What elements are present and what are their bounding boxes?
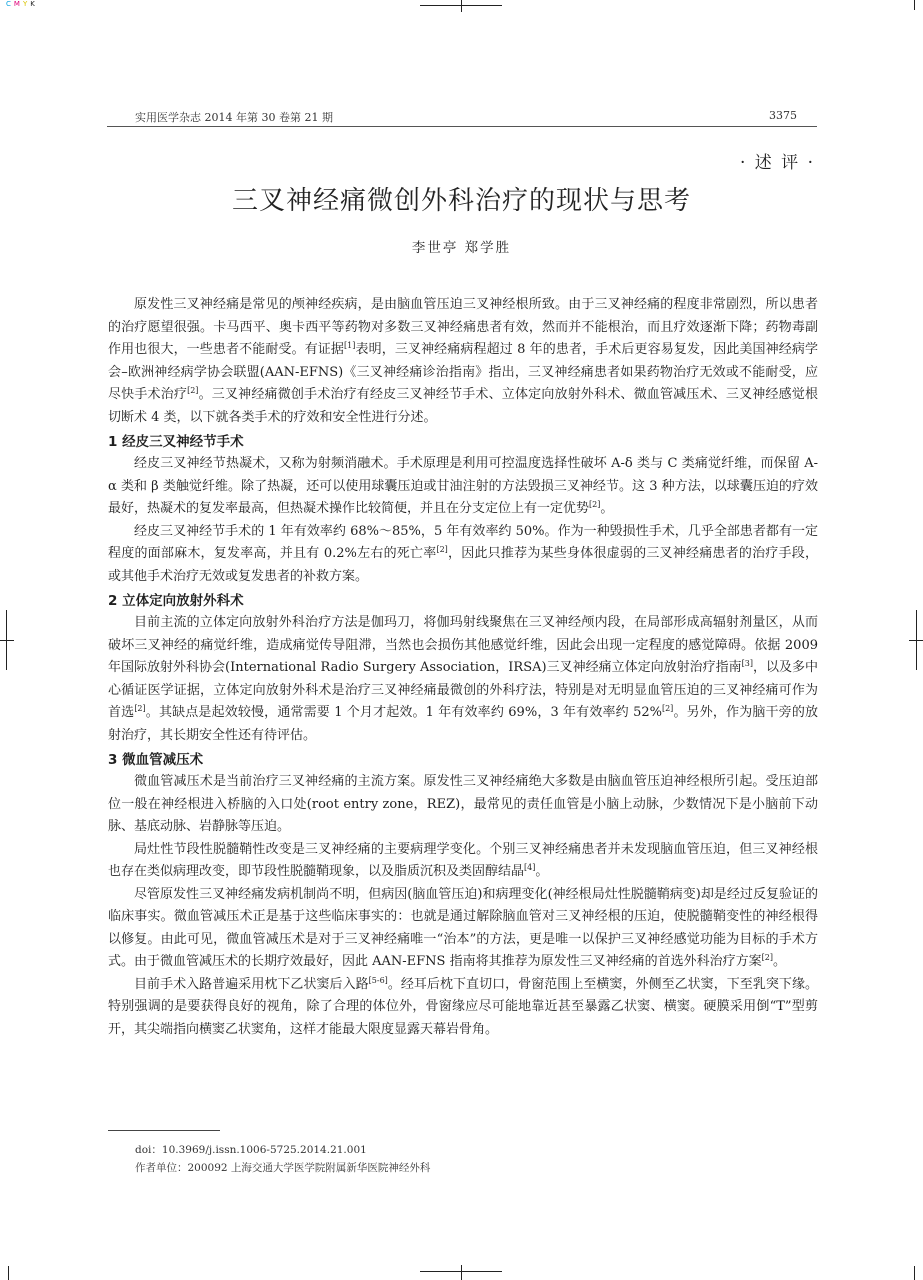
body-paragraph: 目前主流的立体定向放射外科治疗方法是伽玛刀，将伽玛射线聚焦在三叉神经颅内段，在局部形成高辐射剂量区，从而破坏三叉神经的痛觉纤维，造成痛觉传导阻滞，当然也会损伤其他感觉纤维，因此会出现一定程度的感觉障碍。依据 2009 年国际放射外科协会(International Radio Surgery Association，IRSA)三叉神经痛立体定向放射治疗指南[3]，以及多中心循证医学证据，立体定向放射外科术是治疗三叉神经痛最微创的外科疗法，特别是对无明显血管压迫的三叉神经痛可作为首选[2]。其缺点是起效较慢，通常需要 1 个月才起效。1 年有效率约 69%，3 年有效率约 52%[2]。另外，作为脑干旁的放射治疗，其长期安全性还有待评估。	[108, 615, 818, 743]
cmyk-m: M	[13, 0, 21, 8]
citation-marker: [2]	[761, 953, 773, 962]
section-heading: 3 微血管减压术	[108, 752, 204, 768]
citation-marker: [2]	[589, 500, 601, 509]
article-title: 三叉神经痛微创外科治疗的现状与思考	[231, 186, 691, 216]
crop-mark-top-horizontal	[420, 5, 502, 6]
page-number: 3375	[769, 109, 797, 122]
intro-paragraph: 原发性三叉神经痛是常见的颅神经疾病，是由脑血管压迫三叉神经根所致。由于三叉神经痛的程度非常剧烈，所以患者的治疗愿望很强。卡马西平、奥卡西平等药物对多数三叉神经痛患者有效，然而并不能根治，而且疗效逐渐下降；药物毒副作用也很大，一些患者不能耐受。有证据[1]表明，三叉神经痛病程超过 8 年的患者，手术后更容易复发，因此美国神经病学会–欧洲神经病学协会联盟(AAN-EFNS)《三叉神经痛诊治指南》指出，三叉神经痛患者如果药物治疗无效或不能耐受，应尽快手术治疗[2]。三叉神经痛微创手术治疗有经皮三叉神经节手术、立体定向放射外科术、微血管减压术、三叉神经感觉根切断术 4 类，以下就各类手术的疗效和安全性进行分述。	[108, 297, 818, 425]
crop-mark-left-horizontal	[0, 640, 14, 641]
cmyk-color-bar	[6, 0, 38, 8]
citation-marker: [2]	[661, 704, 674, 713]
body-paragraph: 经皮三叉神经节热凝术，又称为射频消融术。手术原理是利用可控温度选择性破坏 A-δ 类与 C 类痛觉纤维，而保留 A-α 类和 β 类触觉纤维。除了热凝，还可以使用球囊压迫或甘油注射的方法毁损三叉神经节。这 3 种方法，以球囊压迫的疗效最好，热凝术的复发率最高，但热凝术操作比较简便，并且在分支定位上有一定优势[2]。	[108, 456, 818, 516]
crop-mark-bottom-right	[914, 1266, 915, 1280]
body-paragraph: 尽管原发性三叉神经痛发病机制尚不明，但病因(脑血管压迫)和病理变化(神经根局灶性脱髓鞘病变)却是经过反复验证的临床事实。微血管减压术正是基于这些临床事实的：也就是通过解除脑血管对三叉神经根的压迫，使脱髓鞘变性的神经根得以修复。由此可见，微血管减压术是对于三叉神经痛唯一“治本”的方法，更是唯一以保护三叉神经感觉功能为目标的手术方式。由于微血管减压术的长期疗效最好，因此 AAN-EFNS 指南将其推荐为原发性三叉神经痛的首选外科治疗方案[2]。	[108, 886, 818, 969]
body-paragraph: 经皮三叉神经节手术的 1 年有效率约 68%～85%，5 年有效率约 50%。作为一种毁损性手术，几乎全部患者都有一定程度的面部麻木，复发率高，并且有 0.2%左右的死亡率[2]，因此只推荐为某些身体很虚弱的三叉神经痛患者的治疗手段，或其他手术治疗无效或复发患者的补救方案。	[108, 523, 818, 584]
crop-mark-bottom-vertical	[461, 1265, 462, 1280]
footnote-rule	[108, 1130, 220, 1131]
crop-mark-bottom-left	[8, 1266, 9, 1280]
cmyk-y: Y	[22, 0, 29, 8]
crop-mark-top-right	[914, 0, 915, 10]
body-paragraph: 微血管减压术是当前治疗三叉神经痛的主流方案。原发性三叉神经痛绝大多数是由脑血管压迫神经根所引起。受压迫部位一般在神经根进入桥脑的入口处(root entry zone，REZ)，最常见的责任血管是小脑上动脉，少数情况下是小脑前下动脉、基底动脉、岩静脉等压迫。	[108, 774, 818, 834]
citation-marker: [2]	[436, 545, 448, 554]
body-paragraph: 目前手术入路普遍采用枕下乙状窦后入路[5-6]。经耳后枕下直切口，骨窗范围上至横窦，外侧至乙状窦，下至乳突下缘。特别强调的是要获得良好的视角，除了合理的体位外，骨窗缘应尽可能地靠近甚至暴露乙状窦、横窦。硬膜采用倒“T”型剪开，其尖端指向横窦乙状窦角，这样才能最大限度显露天幕岩骨角。	[108, 975, 818, 1037]
crop-mark-right-horizontal	[909, 640, 923, 641]
section-heading: 1 经皮三叉神经节手术	[108, 434, 244, 450]
doi-footnote: doi：10.3969/j.issn.1006-5725.2014.21.001	[135, 1144, 367, 1156]
affiliation-footnote: 作者单位：200092 上海交通大学医学院附属新华医院神经外科	[135, 1162, 431, 1174]
header-rule	[107, 126, 817, 127]
citation-marker: [2]	[187, 386, 199, 395]
body-paragraph: 局灶性节段性脱髓鞘性改变是三叉神经痛的主要病理学变化。个别三叉神经痛患者并未发现脑血管压迫，但三叉神经根也存在类似病理改变，即节段性脱髓鞘现象，以及脂质沉积及类固醇结晶[4]。	[108, 841, 818, 879]
citation-marker: [5-6]	[368, 975, 388, 985]
article-authors: 李世亭 郑学胜	[411, 240, 512, 256]
section-heading: 2 立体定向放射外科术	[108, 593, 244, 609]
citation-marker: [2]	[134, 704, 146, 713]
citation-marker: [1]	[344, 341, 356, 350]
cmyk-c: C	[6, 0, 12, 8]
crop-mark-top-vertical	[461, 0, 462, 12]
crop-mark-bottom-horizontal	[420, 1271, 502, 1272]
article-body	[108, 294, 818, 1041]
article-type-tag: · 述 评 ·	[739, 153, 815, 173]
citation-marker: [4]	[524, 863, 536, 872]
citation-marker: [3]	[741, 659, 753, 668]
journal-header: 实用医学杂志 2014 年第 30 卷第 21 期	[135, 111, 333, 124]
cmyk-k: K	[30, 0, 36, 8]
